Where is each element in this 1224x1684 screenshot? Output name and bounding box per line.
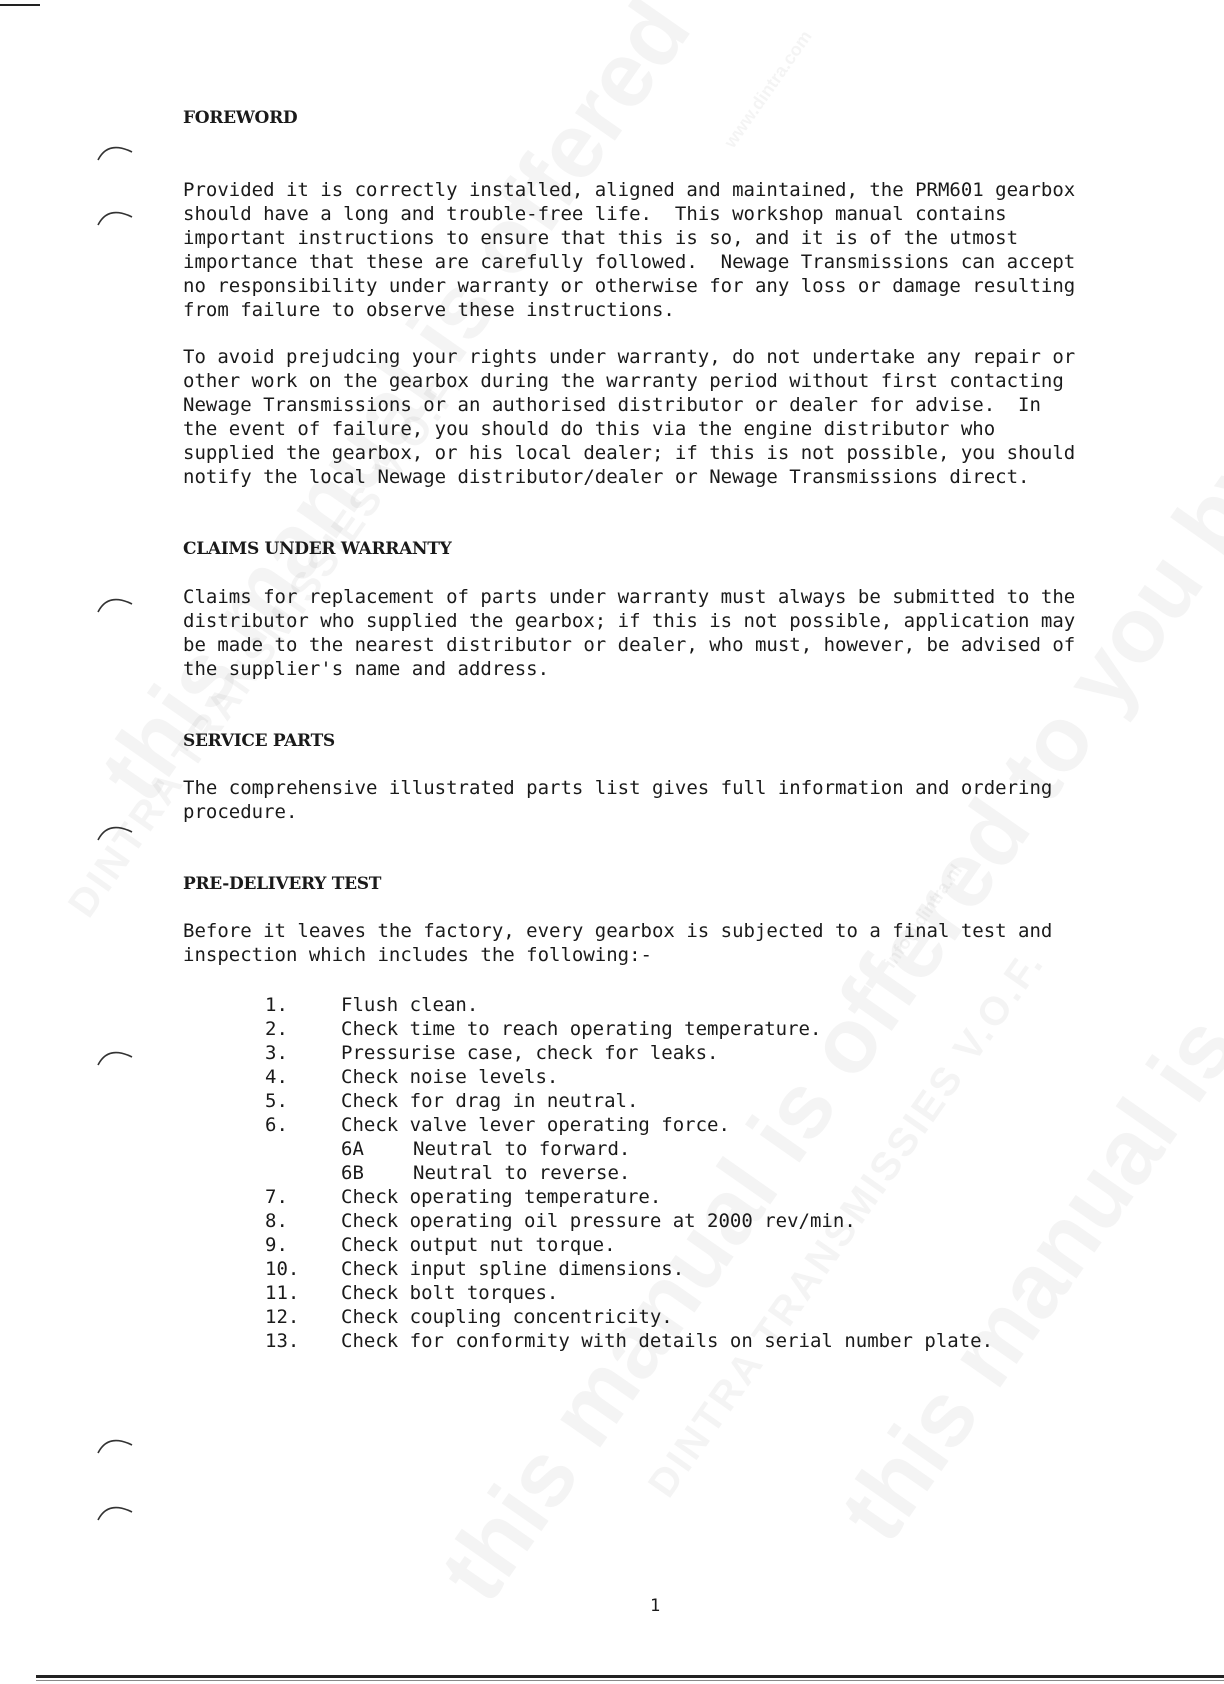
heading-service-parts: SERVICE PARTS	[183, 731, 335, 751]
list-item-text: Check coupling concentricity.	[341, 1306, 673, 1328]
list-item-number: 13.	[265, 1330, 300, 1352]
list-item	[265, 1305, 993, 1329]
list-sub-item	[265, 1161, 993, 1185]
list-item	[265, 1065, 993, 1089]
bottom-rule-secondary	[36, 1680, 1224, 1681]
list-item-text: Check for conformity with details on serial number plate.	[341, 1330, 994, 1352]
binder-hole-mark	[96, 205, 136, 227]
list-item-number: 3.	[265, 1042, 288, 1064]
list-item	[265, 993, 993, 1017]
list-item	[265, 1329, 993, 1353]
pre-delivery-paragraph: Before it leaves the factory, every gearbox is subjected to a final test and inspection which includes the following:-	[183, 920, 1053, 966]
list-item	[265, 1281, 993, 1305]
bottom-rule	[36, 1675, 1224, 1678]
list-item-text: Check operating oil pressure at 2000 rev/min.	[341, 1210, 856, 1232]
page-number: 1	[650, 1596, 661, 1616]
list-item-number: 1.	[265, 994, 288, 1016]
heading-claims-under-warranty: CLAIMS UNDER WARRANTY	[183, 539, 452, 559]
binder-hole-mark	[96, 1045, 136, 1067]
list-item-number: 2.	[265, 1018, 288, 1040]
list-item-number: 7.	[265, 1186, 288, 1208]
binder-hole-mark	[96, 1500, 136, 1522]
heading-pre-delivery-test: PRE-DELIVERY TEST	[183, 874, 382, 894]
pre-delivery-test-list	[265, 993, 993, 1353]
list-item-text: Check valve lever operating force.	[341, 1114, 730, 1136]
list-item-text: Check input spline dimensions.	[341, 1258, 685, 1280]
list-item-number: 12.	[265, 1306, 300, 1328]
list-item	[265, 1233, 993, 1257]
binder-hole-mark	[96, 1433, 136, 1455]
list-item-number: 8.	[265, 1210, 288, 1232]
binder-hole-mark	[96, 592, 136, 614]
list-item	[265, 1017, 993, 1041]
binder-hole-mark	[96, 140, 136, 162]
list-item-text: Flush clean.	[341, 994, 479, 1016]
list-item-number: 11.	[265, 1282, 300, 1304]
list-item-number: 6B	[341, 1162, 364, 1184]
foreword-paragraph-1: Provided it is correctly installed, aligned and maintained, the PRM601 gearbox should have a long and trouble-free life. This workshop manual contains important instructions to ensure that this is so, and it is of the utmost importance that these are carefully followed. Newage Transmissions can accept no responsibility under warranty or otherwise for any loss or damage resulting from failure to observe these instructions.	[183, 179, 1076, 321]
service-paragraph: The comprehensive illustrated parts list gives full information and ordering procedure.	[183, 777, 1053, 823]
list-sub-item	[265, 1137, 993, 1161]
list-item-number: 10.	[265, 1258, 300, 1280]
list-item	[265, 1041, 993, 1065]
heading-foreword: FOREWORD	[183, 108, 298, 128]
list-item-text: Neutral to forward.	[413, 1138, 631, 1160]
list-item-text: Check output nut torque.	[341, 1234, 616, 1256]
list-item-text: Neutral to reverse.	[413, 1162, 631, 1184]
list-item-number: 6.	[265, 1114, 288, 1136]
list-item-number: 6A	[341, 1138, 364, 1160]
list-item-number: 9.	[265, 1234, 288, 1256]
list-item-text: Pressurise case, check for leaks.	[341, 1042, 719, 1064]
foreword-paragraph-2: To avoid prejudcing your rights under warranty, do not undertake any repair or other work on the gearbox during the warranty period without first contacting Newage Transmissions or an authorised distributor or dealer for advise. In the event of failure, you should do this via the engine distributor who supplied the gearbox, or his local dealer; if this is not possible, you should notify the local Newage distributor/dealer or Newage Transmissions direct.	[183, 346, 1076, 488]
list-item	[265, 1257, 993, 1281]
list-item-text: Check for drag in neutral.	[341, 1090, 639, 1112]
list-item	[265, 1113, 993, 1137]
list-item-text: Check operating temperature.	[341, 1186, 662, 1208]
list-item-text: Check noise levels.	[341, 1066, 559, 1088]
list-item	[265, 1185, 993, 1209]
binder-hole-mark	[96, 820, 136, 842]
list-item-text: Check time to reach operating temperature.	[341, 1018, 822, 1040]
claims-paragraph: Claims for replacement of parts under warranty must always be submitted to the distributor who supplied the gearbox; if this is not possible, application may be made to the nearest distributor or dealer, who must, however, be advised of the supplier's name and address.	[183, 586, 1076, 680]
top-edge-mark	[0, 4, 40, 6]
list-item-number: 4.	[265, 1066, 288, 1088]
list-item-number: 5.	[265, 1090, 288, 1112]
watermark-text	[720, 27, 817, 152]
list-item-text: Check bolt torques.	[341, 1282, 559, 1304]
list-item	[265, 1209, 993, 1233]
list-item	[265, 1089, 993, 1113]
